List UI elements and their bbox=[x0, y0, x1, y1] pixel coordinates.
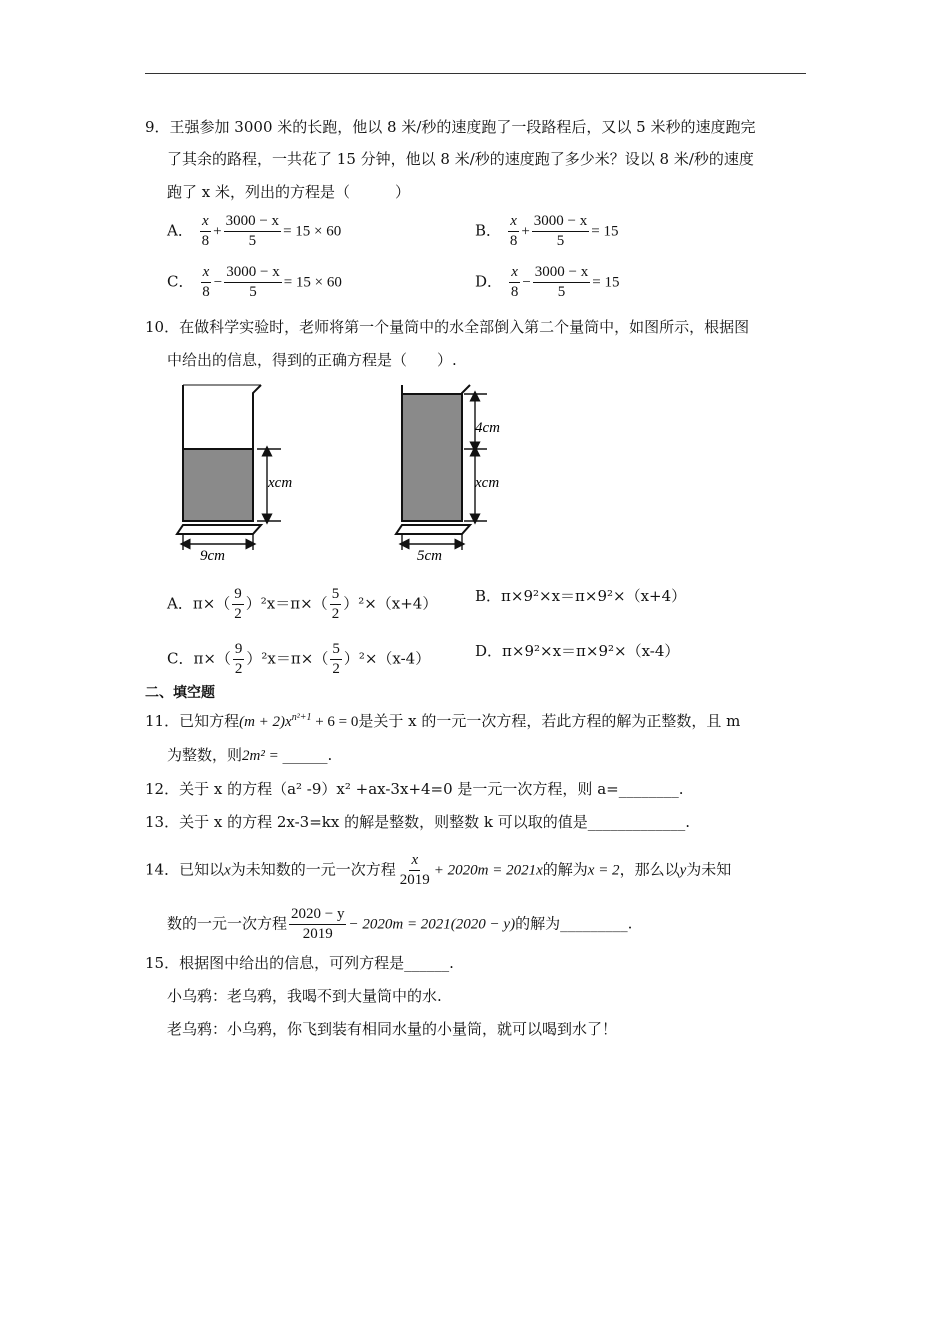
cylinder-figure bbox=[165, 378, 525, 564]
q9-option-c[interactable]: C． $\frac{x}{8}$ − $\frac{3000 - x}{5}$ = 15 × 60 bbox=[167, 264, 342, 300]
q15-line3: 老乌鸦：小乌鸦，你飞到装有相同水量的小量筒，就可以喝到水了！ bbox=[167, 1020, 618, 1038]
q9-option-d[interactable]: D． $\frac{x}{8}$ − $\frac{3000 - x}{5}$ = 15 bbox=[475, 264, 620, 300]
q15-line2: 小乌鸦：老乌鸦，我喝不到大量筒中的水. bbox=[167, 987, 442, 1005]
q14-line1: 14．已知以x为未知数的一元一次方程 $\frac{x}{2019}$ + 2020m = 2021x的解为x = 2，那么以y为未知 bbox=[145, 852, 732, 888]
q11-line1: 11．已知方程$(m + 2)x^{n^2+1} + 6 = 0$是关于 x 的一元一次方程，若此方程的解为正整数，且 m bbox=[145, 712, 741, 730]
left-height-label: xcm bbox=[268, 475, 293, 491]
q14-line2: 数的一元一次方程 $\frac{2020 - y}{2019}$ − 2020m = 2021(2020 − y)的解为_________. bbox=[167, 906, 633, 942]
q15-line1: 15．根据图中给出的信息，可列方程是______. bbox=[145, 954, 454, 972]
q10-line2: 中给出的信息，得到的正确方程是（ ）. bbox=[167, 351, 457, 369]
q9-line2: 了其余的路程，一共花了 15 分钟，他以 8 米/秒的速度跑了多少米？设以 8 米/秒的速度 bbox=[167, 150, 754, 168]
q10-option-b[interactable]: B．π×9²×x＝π×9²×（x+4） bbox=[475, 587, 687, 605]
q9-option-b[interactable]: B． $\frac{x}{8}$ + $\frac{3000 - x}{5}$ = 15 bbox=[475, 213, 619, 249]
section-title: 二、填空题 bbox=[145, 685, 215, 701]
q10-option-a[interactable]: A．π×（ $\frac{9}{2}$ ）²x＝π×（ $\frac{5}{2}$ ）²×（x+4） bbox=[167, 586, 438, 622]
right-top-label: 4cm bbox=[475, 420, 500, 436]
q9-option-a[interactable]: A． $\frac{x}{8}$ + $\frac{3000 - x}{5}$ = 15 × 60 bbox=[167, 213, 342, 249]
q10-option-c[interactable]: C．π×（ $\frac{9}{2}$ ）²x＝π×（ $\frac{5}{2}$ ）²×（x-4） bbox=[167, 641, 431, 677]
q12-line: 12．关于 x 的方程（a² -9）x² +ax-3x+4=0 是一元一次方程，则 a=________. bbox=[145, 780, 684, 798]
right-width-label: 5cm bbox=[417, 548, 442, 564]
right-cylinder bbox=[396, 385, 470, 534]
q9-line1: 9．王强参加 3000 米的长跑，他以 8 米/秒的速度跑了一段路程后，又以 5 米秒的速度跑完 bbox=[145, 118, 756, 136]
left-cylinder bbox=[177, 385, 261, 534]
header-rule bbox=[145, 73, 806, 74]
q9-line3: 跑了 x 米，列出的方程是（ ） bbox=[167, 183, 410, 201]
right-height-label: xcm bbox=[475, 475, 500, 491]
q10-line1: 10．在做科学实验时，老师将第一个量筒中的水全部倒入第二个量筒中，如图所示，根据图 bbox=[145, 318, 750, 336]
q11-line2: 为整数，则2m² = ______. bbox=[167, 746, 333, 764]
left-width-label: 9cm bbox=[200, 548, 225, 564]
q13-line: 13．关于 x 的方程 2x-3=kx 的解是整数，则整数 k 可以取的值是_____________. bbox=[145, 813, 690, 831]
q10-option-d[interactable]: D．π×9²×x＝π×9²×（x-4） bbox=[475, 642, 680, 660]
